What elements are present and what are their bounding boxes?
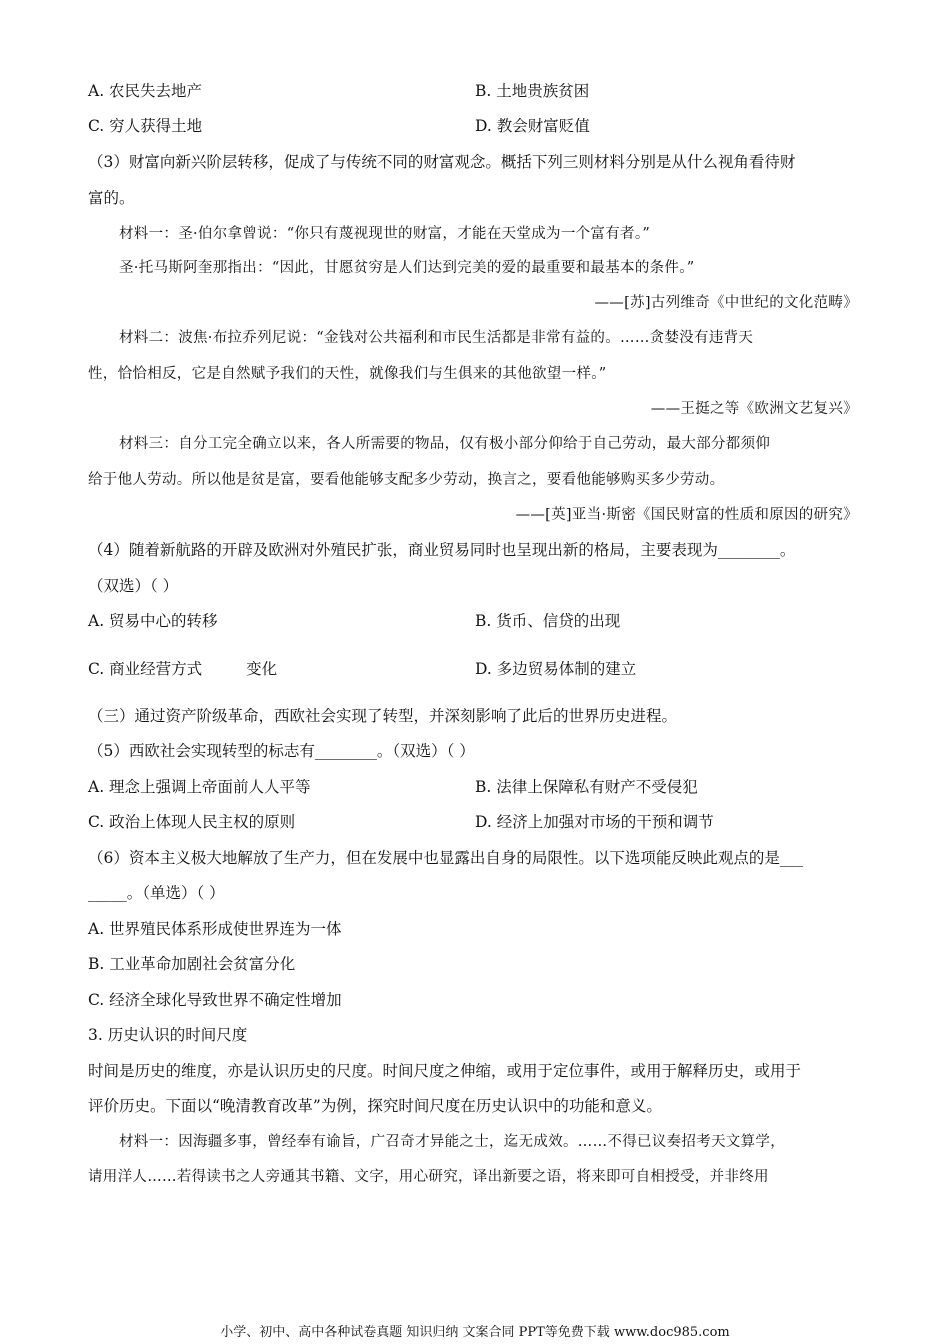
material-3-line1: 材料三：自分工完全确立以来，各人所需要的物品，仅有极小部分仰给于自己劳动，最大部分都须仰 <box>119 436 771 452</box>
question-3-material-1-line2: 请用洋人……若得读书之人旁通其书籍、文字，用心研究，译出新要之语，将来即可自相授受，并非终用 <box>88 1169 769 1185</box>
material-3-line2: 给于他人劳动。所以他是贫是富，要看他能够支配多少劳动，换言之，要看他能够购买多少劳动。 <box>88 472 725 488</box>
section-3-heading: （三）通过资产阶级革命，西欧社会实现了转型，并深刻影响了此后的世界历史进程。 <box>88 707 678 725</box>
page-footer: 小学、初中、高中各种试卷真题 知识归纳 文案合同 PPT等免费下载 www.doc985.com <box>220 1325 730 1340</box>
question-4-line1: （4）随着新航路的开辟及欧洲对外殖民扩张，商业贸易同时也呈现出新的格局，主要表现为________。 <box>88 541 796 559</box>
question-4-option-c: C. 商业经营方式 变化 <box>88 660 278 678</box>
option-d: D. 教会财富贬值 <box>475 117 590 135</box>
option-b: B. 土地贵族贫困 <box>475 82 590 100</box>
question-3-line1: （3）财富向新兴阶层转移，促成了与传统不同的财富观念。概括下列三则材料分别是从什么视角看待财 <box>88 153 796 171</box>
question-3-material-1-line1: 材料一：因海疆多事，曾经奉有谕旨，广召奇才异能之士，迄无成效。……不得已议奏招考天文算学， <box>119 1134 785 1150</box>
material-3-source: ——[英]亚当·斯密《国民财富的性质和原因的研究》 <box>515 507 858 523</box>
question-3-main-intro-line1: 时间是历史的维度，亦是认识历史的尺度。时间尺度之伸缩，或用于定位事件，或用于解释历史，或用于 <box>88 1062 802 1080</box>
question-4-option-b: B. 货币、信贷的出现 <box>475 612 621 630</box>
question-6-option-b: B. 工业革命加剧社会贫富分化 <box>88 955 296 973</box>
question-6-line1: （6）资本主义极大地解放了生产力，但在发展中也显露出自身的局限性。以下选项能反映此观点的是___ <box>88 849 804 867</box>
question-5-line1: （5）西欧社会实现转型的标志有________。（双选）（ ） <box>88 742 475 760</box>
question-6-option-a: A. 世界殖民体系形成使世界连为一体 <box>88 920 342 938</box>
question-3-line2: 富的。 <box>88 189 135 207</box>
question-3-main-intro-line2: 评价历史。下面以“晚清教育改革”为例，探究时间尺度在历史认识中的功能和意义。 <box>88 1097 662 1115</box>
material-2-source: ——王挺之等《欧洲文艺复兴》 <box>650 401 858 417</box>
question-5-option-b: B. 法律上保障私有财产不受侵犯 <box>475 778 698 796</box>
material-1-line2: 圣·托马斯阿奎那指出：“因此，甘愿贫穷是人们达到完美的爱的最重要和最基本的条件。” <box>119 260 695 276</box>
material-2-line1: 材料二：波焦·布拉乔列尼说：“金钱对公共福利和市民生活都是非常有益的。……贪婪没有违背天 <box>119 330 754 346</box>
option-c: C. 穷人获得土地 <box>88 117 203 135</box>
material-2-line2: 性，恰恰相反，它是自然赋予我们的天性，就像我们与生俱来的其他欲望一样。” <box>88 366 607 382</box>
question-3-main-title: 3. 历史认识的时间尺度 <box>88 1026 248 1044</box>
option-a: A. 农民失去地产 <box>88 82 203 100</box>
question-6-line2: _____。（单选）（ ） <box>88 884 225 902</box>
question-5-option-a: A. 理念上强调上帝面前人人平等 <box>88 778 311 796</box>
question-5-option-d: D. 经济上加强对市场的干预和调节 <box>475 813 714 831</box>
question-6-option-c: C. 经济全球化导致世界不确定性增加 <box>88 991 342 1009</box>
question-4-line2: （双选）（ ） <box>88 577 179 595</box>
material-1-source: ——[苏]古列维奇《中世纪的文化范畴》 <box>594 295 858 311</box>
question-5-option-c: C. 政治上体现人民主权的原则 <box>88 813 296 831</box>
material-1-line1: 材料一：圣·伯尔拿曾说：“你只有蔑视现世的财富，才能在天堂成为一个富有者。” <box>119 226 651 242</box>
question-4-option-d: D. 多边贸易体制的建立 <box>475 660 637 678</box>
question-4-option-a: A. 贸易中心的转移 <box>88 612 218 630</box>
